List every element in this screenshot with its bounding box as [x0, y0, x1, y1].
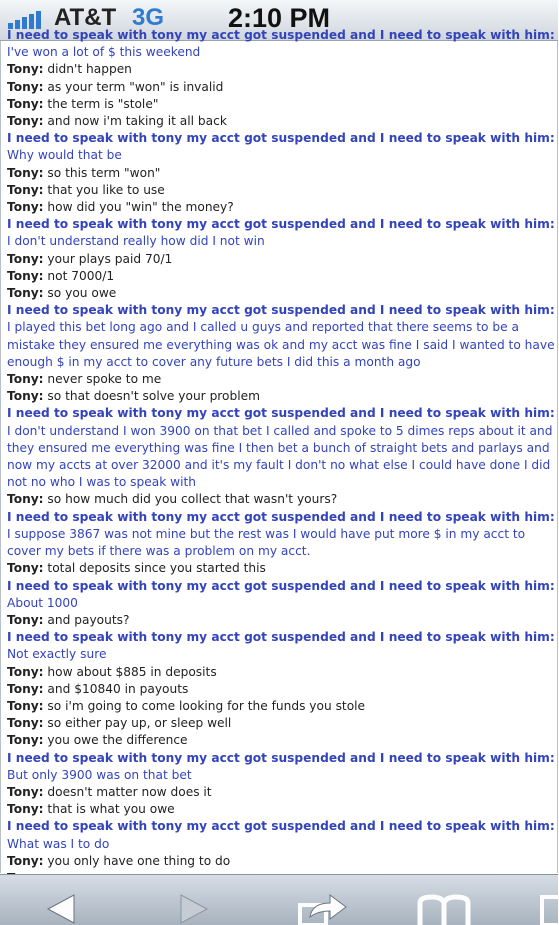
- message-tony: [1, 853, 559, 870]
- message-text: I suppose 3867 was not mine but the rest was I would have put more $ in my acct to cover my bets if there was a problem on my acct.: [7, 509, 559, 559]
- message-sender: I need to speak with tony my acct got suspended and I need to speak with him:: [7, 406, 555, 421]
- message-sender: I need to speak with tony my acct got suspended and I need to speak with him:: [7, 819, 555, 834]
- message-tony: [1, 732, 559, 749]
- message-sender: Tony:: [7, 200, 44, 215]
- message-tony: [1, 664, 559, 681]
- message-text: so how much did you collect that wasn't yours?: [43, 492, 338, 507]
- message-tony: [1, 79, 559, 96]
- message-sender: I need to speak with tony my acct got suspended and I need to speak with him:: [7, 509, 555, 524]
- message-sender: Tony:: [7, 612, 44, 627]
- message-tony: [1, 784, 559, 801]
- message-tony: [1, 285, 559, 302]
- message-user: [1, 818, 559, 852]
- message-text: you only have one thing to do: [43, 853, 231, 868]
- message-tony: [1, 388, 559, 405]
- message-text: that you like to use: [43, 182, 165, 197]
- message-tony: [1, 182, 559, 199]
- message-text: and $10840 in payouts: [43, 681, 189, 696]
- message-sender: Tony:: [7, 681, 44, 696]
- message-text: so you owe: [43, 286, 117, 301]
- message-tony: [1, 681, 559, 698]
- message-user: [1, 750, 559, 784]
- message-sender: I need to speak with tony my acct got suspended and I need to speak with him:: [7, 217, 555, 232]
- message-text: you owe the difference: [43, 733, 188, 748]
- message-tony: [1, 715, 559, 732]
- message-tony: [1, 165, 559, 182]
- message-sender: Tony:: [7, 664, 44, 679]
- message-text: I've won a lot of $ this weekend: [7, 28, 559, 60]
- message-sender: Tony:: [7, 853, 44, 868]
- message-text: doesn't matter now does it: [43, 784, 212, 799]
- message-text: and now i'm taking it all back: [43, 114, 227, 129]
- message-tony: [1, 612, 559, 629]
- browser-toolbar: [0, 874, 558, 925]
- message-text: the term is "stole": [43, 96, 159, 111]
- back-arrow-icon[interactable]: [44, 893, 80, 925]
- message-text: as your term "won" is invalid: [43, 79, 224, 94]
- message-text: I don't understand really how did I not win: [7, 217, 559, 249]
- message-sender: I need to speak with tony my acct got suspended and I need to speak with him:: [7, 630, 555, 645]
- message-sender: I need to speak with tony my acct got suspended and I need to speak with him:: [7, 28, 555, 42]
- message-user: [1, 509, 559, 561]
- message-tony: [1, 268, 559, 285]
- message-sender: Tony:: [7, 268, 44, 283]
- message-text: so i'm going to come looking for the funds you stole: [43, 698, 366, 713]
- message-list: [1, 27, 559, 887]
- message-text: and payouts?: [43, 612, 130, 627]
- message-text: I don't understand I won 3900 on that bet I called and spoke to 5 dimes reps about it and they ensured me everything was fine I then bet a bunch of straight bets and parlays and now my accts at over 32000 and it's my fault I don't no what else I could have done I did not no who I was to speak with: [7, 406, 559, 490]
- message-user: [1, 405, 559, 491]
- message-text: that is what you owe: [43, 802, 175, 817]
- message-sender: Tony:: [7, 96, 44, 111]
- message-tony: [1, 801, 559, 818]
- carrier-name: AT&T: [54, 4, 117, 31]
- message-text: Why would that be: [7, 131, 559, 163]
- message-text: About 1000: [7, 578, 559, 610]
- message-sender: Tony:: [7, 182, 44, 197]
- message-text: didn't happen: [43, 62, 132, 77]
- message-tony: [1, 698, 559, 715]
- message-sender: Tony:: [7, 733, 44, 748]
- message-sender: Tony:: [7, 802, 44, 817]
- message-sender: Tony:: [7, 716, 44, 731]
- message-sender: Tony:: [7, 286, 44, 301]
- message-sender: Tony:: [7, 62, 44, 77]
- message-text: What was I to do: [7, 819, 559, 851]
- message-sender: Tony:: [7, 114, 44, 129]
- message-user: [1, 130, 559, 164]
- message-tony: [1, 199, 559, 216]
- message-text: total deposits since you started this: [43, 561, 266, 576]
- message-sender: I need to speak with tony my acct got suspended and I need to speak with him:: [7, 131, 555, 146]
- status-time: 2:10 PM: [227, 3, 331, 33]
- message-user: [1, 629, 559, 663]
- message-text: But only 3900 was on that bet: [7, 750, 559, 782]
- message-text: so either pay up, or sleep well: [43, 716, 232, 731]
- chat-log[interactable]: [0, 28, 559, 873]
- message-text: never spoke to me: [43, 372, 162, 387]
- message-sender: Tony:: [7, 372, 44, 387]
- message-text: not 7000/1: [43, 268, 115, 283]
- message-sender: Tony:: [7, 389, 44, 404]
- share-icon[interactable]: [298, 893, 348, 925]
- message-sender: I need to speak with tony my acct got suspended and I need to speak with him:: [7, 303, 555, 318]
- message-text: so this term "won": [43, 165, 161, 180]
- message-text: your plays paid 70/1: [43, 251, 173, 266]
- message-user: [1, 578, 559, 612]
- message-text: Not exactly sure: [7, 630, 559, 662]
- message-sender: I need to speak with tony my acct got suspended and I need to speak with him:: [7, 750, 555, 765]
- network-type: 3G: [132, 4, 165, 31]
- forward-arrow-icon[interactable]: [175, 893, 211, 925]
- message-sender: Tony:: [7, 165, 44, 180]
- message-sender: Tony:: [7, 784, 44, 799]
- message-tony: [1, 61, 559, 78]
- message-sender: Tony:: [7, 492, 44, 507]
- pages-icon[interactable]: [540, 893, 558, 925]
- message-text: how about $885 in deposits: [43, 664, 217, 679]
- message-tony: [1, 113, 559, 130]
- bookmarks-icon[interactable]: [418, 893, 470, 925]
- message-sender: Tony:: [7, 561, 44, 576]
- message-tony: [1, 251, 559, 268]
- message-user: [1, 216, 559, 250]
- message-tony: [1, 96, 559, 113]
- message-user: [1, 27, 559, 61]
- message-user: [1, 302, 559, 371]
- message-text: I played this bet long ago and I called u guys and reported that there seems to be a mistake they ensured me everything was ok and my acct was fine I said I wanted to have enough $ in my acct to cover any future bets I did this a month ago: [7, 303, 559, 369]
- message-text: how did you "win" the money?: [43, 200, 234, 215]
- message-tony: [1, 371, 559, 388]
- message-tony: [1, 491, 559, 508]
- message-sender: Tony:: [7, 698, 44, 713]
- message-sender: Tony:: [7, 251, 44, 266]
- message-text: so that doesn't solve your problem: [43, 389, 260, 404]
- message-tony: [1, 560, 559, 577]
- message-sender: I need to speak with tony my acct got suspended and I need to speak with him:: [7, 578, 555, 593]
- message-sender: Tony:: [7, 79, 44, 94]
